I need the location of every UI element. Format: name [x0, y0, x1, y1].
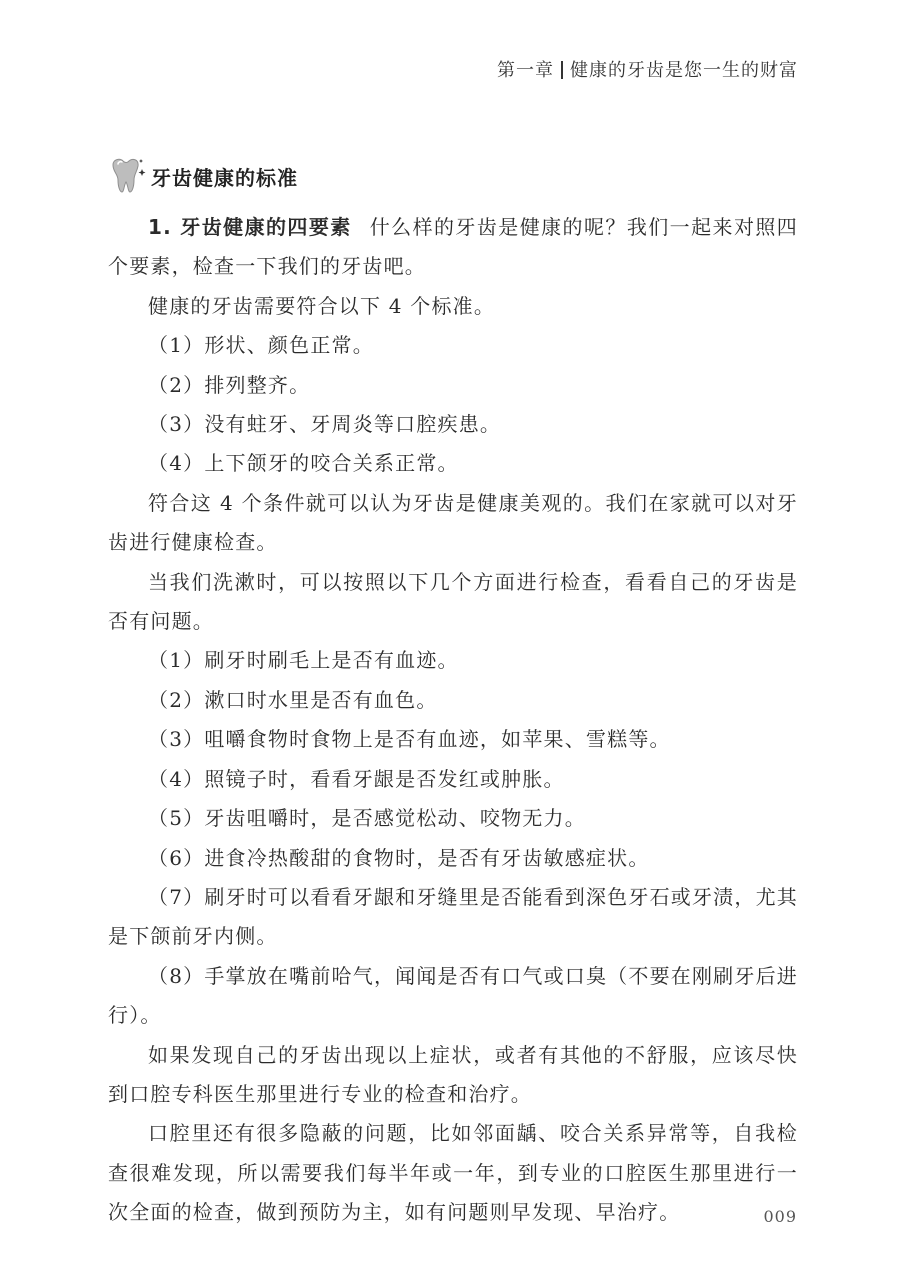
page-number: 009 [763, 1207, 797, 1226]
list-item: （2）漱口时水里是否有血色。 [148, 687, 438, 712]
paragraph: 口腔里还有很多隐蔽的问题，比如邻面龋、咬合关系异常等，自我检查很难发现，所以需要我们每半年或一年，到专业的口腔医生那里进行一次全面的检查，做到预防为主，如有问题则早发现、早治疗。 [108, 1121, 798, 1225]
paragraph: 如果发现自己的牙齿出现以上症状，或者有其他的不舒服，应该尽快到口腔专科医生那里进行专业的检查和治疗。 [108, 1042, 798, 1106]
list-item: （8）手掌放在嘴前哈气，闻闻是否有口气或口臭（不要在刚刷牙后进行）。 [108, 963, 798, 1028]
paragraph-intro [108, 208, 798, 287]
tooth-icon [107, 156, 147, 196]
list-item: （1）形状、颜色正常。 [148, 333, 374, 358]
section-title: 牙齿健康的标准 [151, 165, 298, 190]
section-heading [107, 156, 298, 196]
paragraph-lead: 1. 牙齿健康的四要素 [148, 215, 352, 239]
list-item: （2）排列整齐。 [148, 372, 311, 397]
body-text [108, 208, 798, 1233]
list-item: （7）刷牙时可以看看牙龈和牙缝里是否能看到深色牙石或牙渍，尤其是下颌前牙内侧。 [108, 884, 798, 949]
paragraph: 符合这 4 个条件就可以认为牙齿是健康美观的。我们在家就可以对牙齿进行健康检查。 [108, 490, 798, 555]
list-item: （3）没有蛀牙、牙周炎等口腔疾患。 [148, 412, 502, 437]
paragraph: 健康的牙齿需要符合以下 4 个标准。 [148, 293, 496, 318]
running-header [497, 56, 798, 82]
list-item: （4）照镜子时，看看牙龈是否发红或肿胀。 [148, 766, 565, 791]
paragraph: 当我们洗漱时，可以按照以下几个方面进行检查，看看自己的牙齿是否有问题。 [108, 569, 798, 634]
list-item: （1）刷牙时刷毛上是否有血迹。 [148, 648, 459, 673]
list-item: （4）上下颌牙的咬合关系正常。 [148, 451, 459, 476]
chapter-title: 健康的牙齿是您一生的财富 [570, 60, 798, 81]
list-item: （5）牙齿咀嚼时，是否感觉松动、咬物无力。 [148, 806, 586, 831]
list-item: （6）进食冷热酸甜的食物时，是否有牙齿敏感症状。 [148, 845, 650, 870]
list-item: （3）咀嚼食物时食物上是否有血迹，如苹果、雪糕等。 [148, 727, 671, 752]
chapter-label: 第一章 [497, 60, 554, 81]
paragraph-text: 什么样的牙齿是健康的呢？我们一起来对照四个要素，检查一下我们的牙齿吧。 [108, 215, 799, 279]
header-divider [561, 61, 563, 79]
